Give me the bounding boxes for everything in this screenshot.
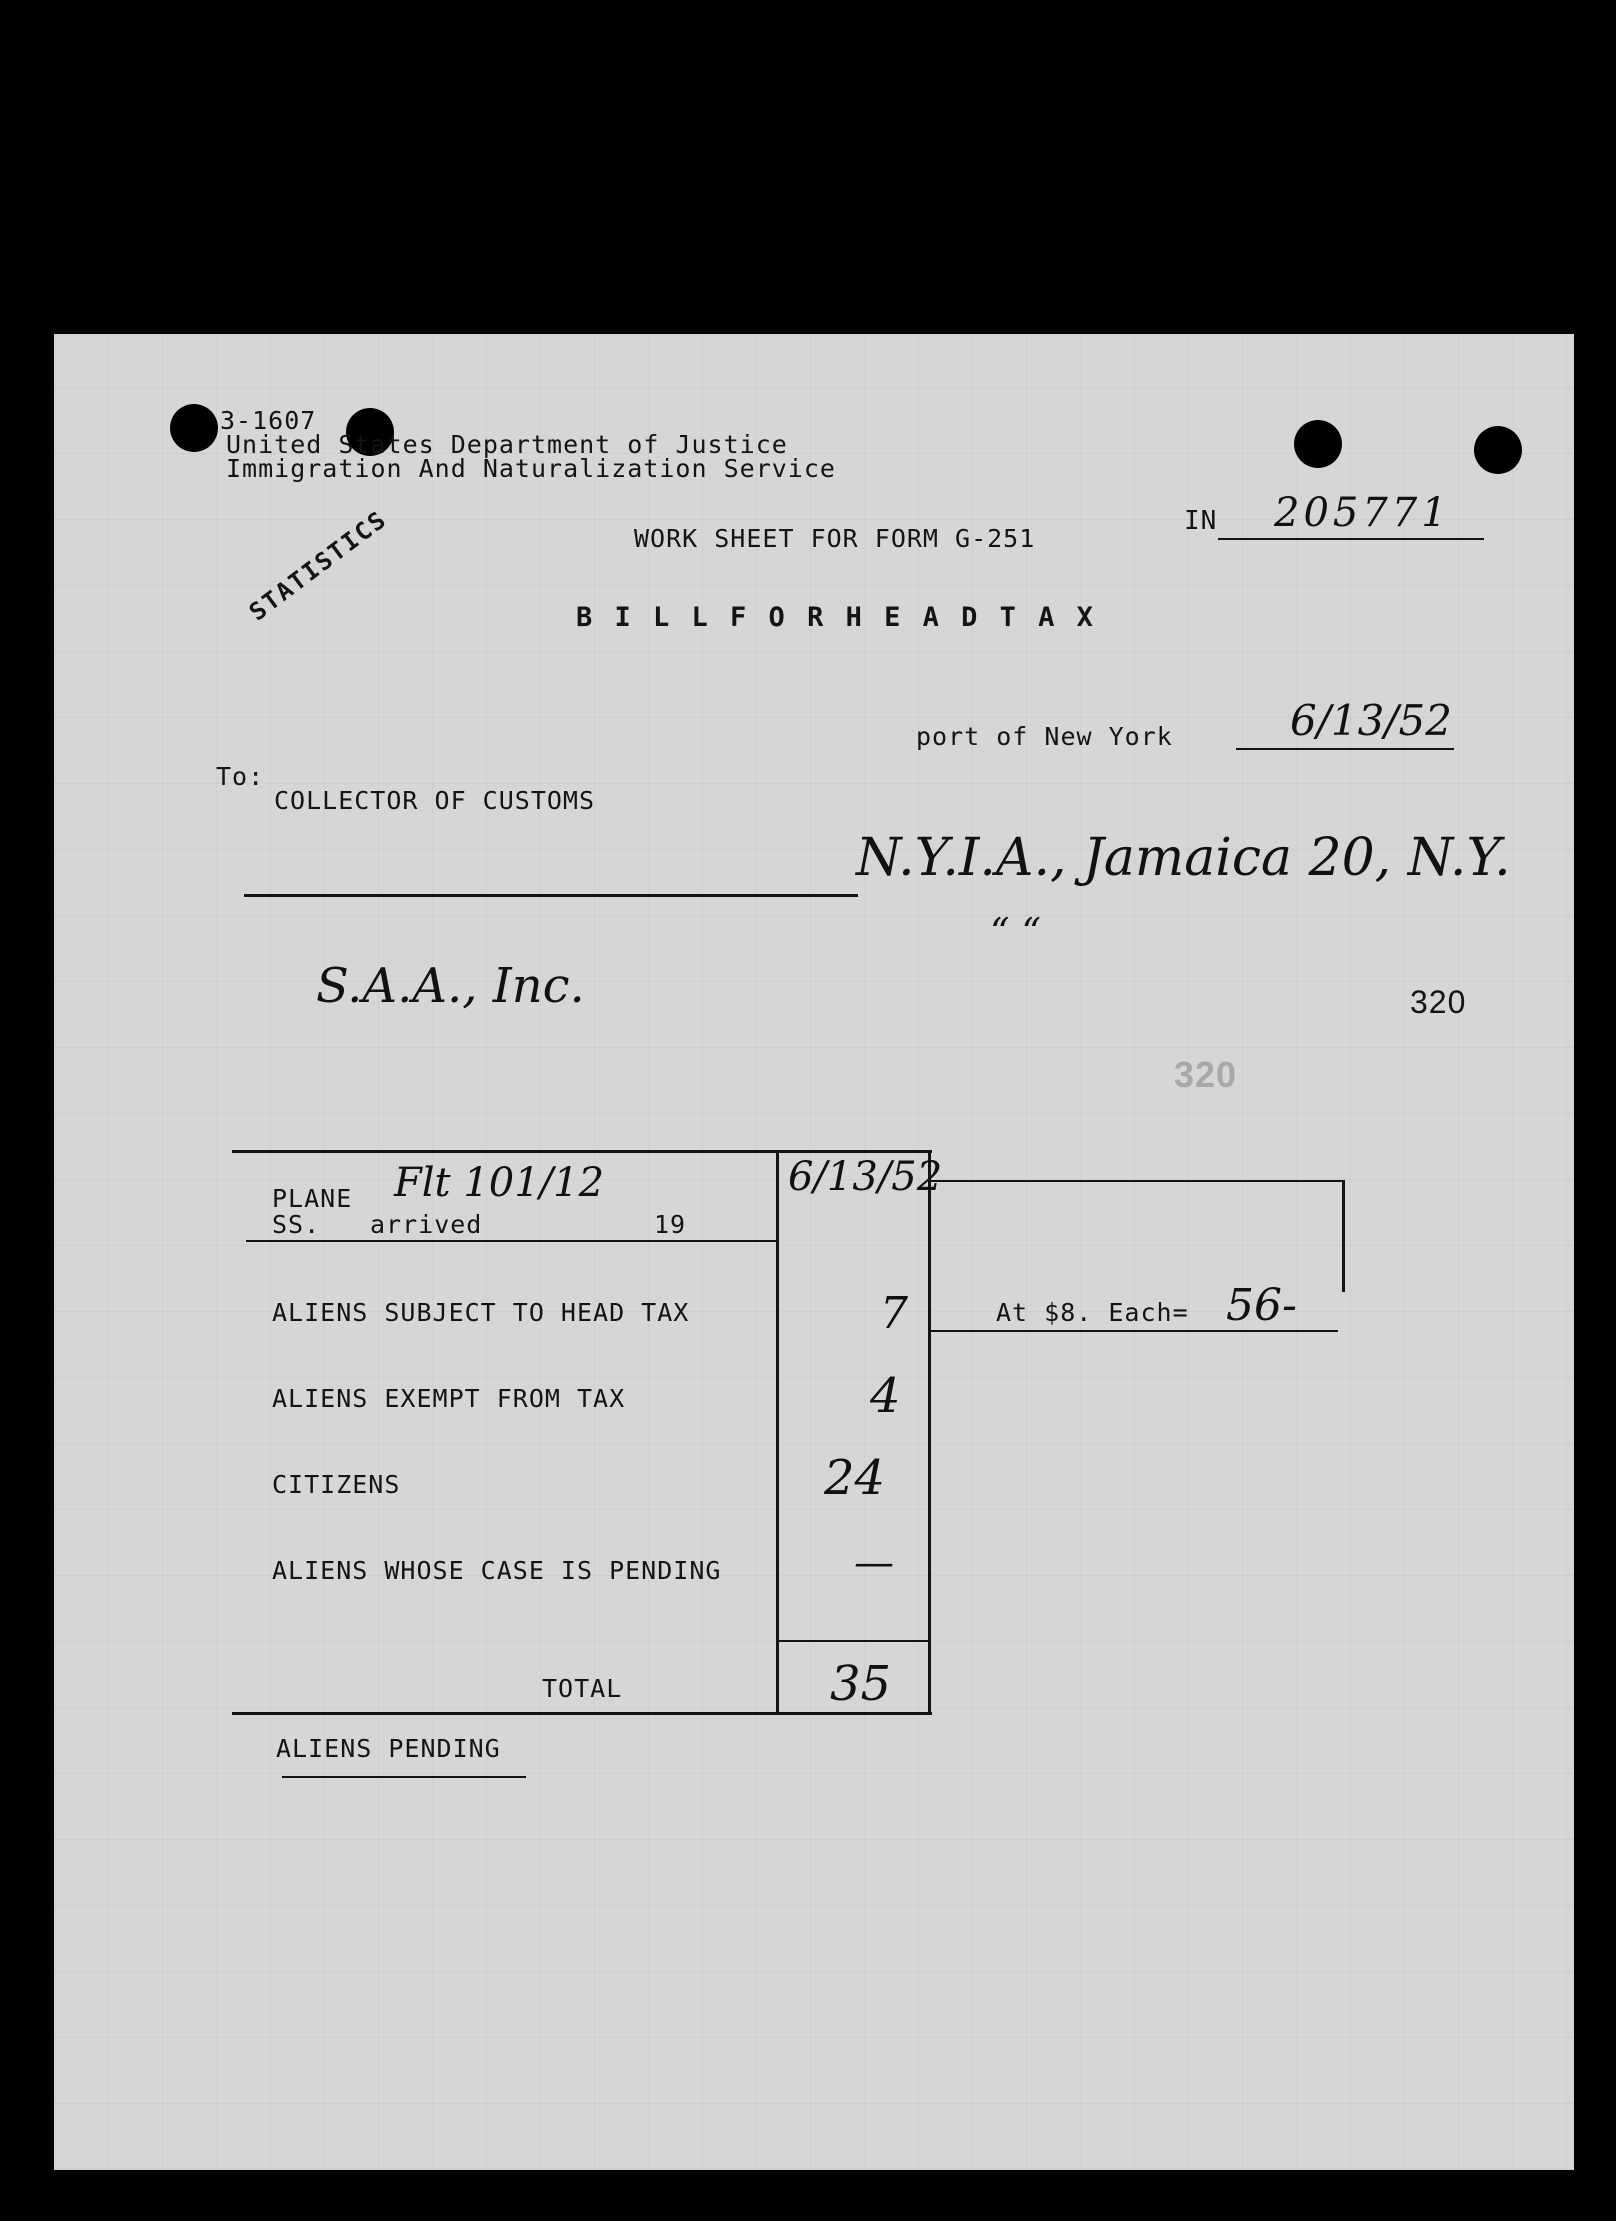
- code-number: 320: [1410, 984, 1467, 1020]
- total-value: 35: [830, 1656, 892, 1712]
- punch-hole: [1294, 420, 1342, 468]
- plane-flight-handwritten: Flt 101/12: [394, 1160, 605, 1206]
- location-handwritten: N.Y.I.A., Jamaica 20, N.Y.: [856, 828, 1511, 888]
- table-top-border: [232, 1150, 932, 1153]
- in-label: IN: [1184, 506, 1218, 536]
- sheet-title: WORK SHEET FOR FORM G-251: [634, 524, 1036, 553]
- service-name: Immigration And Naturalization Service: [226, 454, 836, 483]
- pending-underline: [282, 1776, 526, 1778]
- column-left-border: [776, 1150, 779, 1714]
- row-label: ALIENS SUBJECT TO HEAD TAX: [272, 1298, 690, 1327]
- statistics-stamp: STATISTICS: [244, 505, 393, 627]
- rate-label: At $8. Each=: [996, 1298, 1189, 1327]
- company-handwritten: S.A.A., Inc.: [316, 958, 585, 1014]
- port-date: 6/13/52: [1290, 696, 1452, 745]
- table-bottom-border: [232, 1712, 932, 1715]
- department-name: United States Department of Justice: [226, 430, 788, 459]
- total-top-line: [776, 1640, 931, 1642]
- row-value: 4: [870, 1368, 901, 1424]
- form-sheet: [54, 334, 1574, 2170]
- row-label: ALIENS WHOSE CASE IS PENDING: [272, 1556, 722, 1585]
- aliens-pending-label: ALIENS PENDING: [276, 1734, 501, 1763]
- port-label: port of New York: [916, 722, 1173, 751]
- row-value: —: [854, 1540, 894, 1586]
- punch-hole: [170, 404, 218, 452]
- form-number: 3-1607: [220, 406, 317, 435]
- side-box-top: [930, 1180, 1344, 1182]
- ss-line: [246, 1240, 778, 1242]
- row-value: 24: [824, 1450, 886, 1506]
- address-line: [244, 894, 858, 897]
- port-date-line: [1236, 748, 1454, 750]
- side-box-right: [1342, 1180, 1345, 1292]
- row-value: 7: [880, 1288, 908, 1339]
- collector-label: COLLECTOR OF CUSTOMS: [274, 786, 596, 815]
- ss-label: SS.: [272, 1210, 321, 1239]
- bill-title: B I L L F O R H E A D T A X: [576, 602, 1096, 633]
- rate-amount-handwritten: 56-: [1226, 1280, 1297, 1331]
- arrival-date-handwritten: 6/13/52: [788, 1154, 943, 1200]
- column-right-border: [928, 1150, 931, 1714]
- year-prefix: 19: [654, 1210, 687, 1239]
- punch-hole: [1474, 426, 1522, 474]
- in-number: 205771: [1274, 490, 1451, 536]
- total-label: TOTAL: [542, 1674, 623, 1703]
- row-label: ALIENS EXEMPT FROM TAX: [272, 1384, 626, 1413]
- plane-label: PLANE: [272, 1184, 353, 1213]
- to-label: To:: [216, 762, 265, 791]
- faint-code-stamp: 320: [1174, 1054, 1238, 1095]
- in-number-line: [1218, 538, 1484, 540]
- ditto-marks: “ “: [990, 910, 1041, 954]
- row-label: CITIZENS: [272, 1470, 401, 1499]
- arrived-label: arrived: [370, 1210, 483, 1239]
